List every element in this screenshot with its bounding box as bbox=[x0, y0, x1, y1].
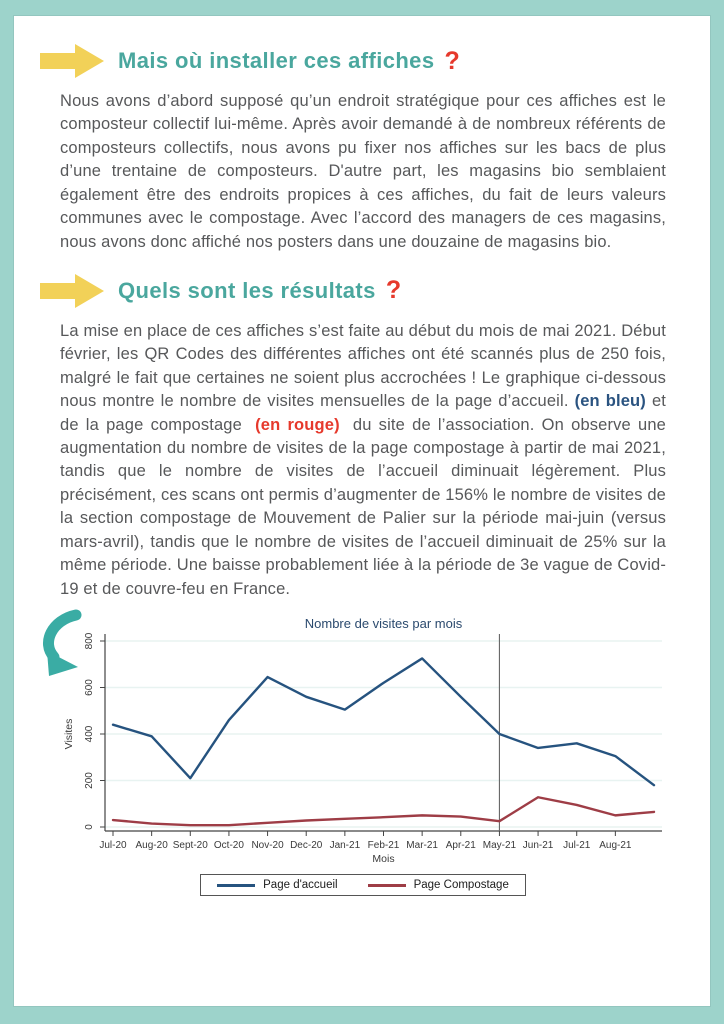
legend-swatch bbox=[217, 884, 255, 887]
x-axis-title: Mois bbox=[372, 853, 395, 866]
chart-title: Nombre de visites par mois bbox=[304, 616, 463, 632]
chart-legend bbox=[200, 874, 526, 896]
x-tick-label: Mar-21 bbox=[406, 840, 438, 852]
visits-chart-svg bbox=[60, 615, 708, 867]
section-2-heading-row bbox=[40, 272, 666, 310]
legend-item-0 bbox=[217, 879, 337, 891]
x-tick-label: Aug-20 bbox=[135, 840, 168, 852]
x-tick-label: Jul-21 bbox=[563, 840, 591, 852]
section-2-title: Quels sont les résultats bbox=[118, 277, 376, 303]
x-tick-label: May-21 bbox=[482, 840, 517, 852]
section-1-paragraph: Nous avons d’abord supposé qu’un endroit stratégique pour ces affiches est le composteur collectif lui-même. Après avoir demandé à de nombreux référents de composteurs collectifs, nous avons pu fixer nos affiches sur les bacs de plus d’une trentaine de composteurs. D'autre part, les magasins bio semblaient également être des endroits propices à ces affiches, du fait de leurs valeurs communes avec le compostage. Avec l’accord des managers de ces magasins, nous avons donc affiché nos posters dans une douzaine de magasins bio. bbox=[60, 92, 666, 251]
section-1-title: Mais où installer ces affiches bbox=[118, 48, 435, 73]
yellow-arrow-icon bbox=[40, 42, 104, 80]
x-tick-label: Dec-20 bbox=[290, 840, 323, 852]
x-tick-label: Apr-21 bbox=[445, 840, 476, 852]
x-tick-label: Nov-20 bbox=[251, 840, 284, 852]
yellow-arrow-icon bbox=[40, 272, 104, 310]
x-tick-label: Sept-20 bbox=[172, 840, 208, 852]
x-tick-label: Jul-20 bbox=[99, 840, 127, 852]
text-segment-red: (en rouge) bbox=[255, 415, 340, 434]
text-segment-normal: La mise en place de ces affiches s’est faite au début du mois de mai 2021. Début février, les QR Codes des différentes affiches ont été scannés plus de 250 fois, malgré le fait que certaines ne soient plus accrochées ! Le graphique ci-dessous nous montre le nombre de visites mensuelles de la page d’accueil. bbox=[60, 321, 666, 411]
y-tick-label: 0 bbox=[84, 824, 95, 830]
series-line-0 bbox=[113, 658, 654, 785]
x-tick-label: Jan-21 bbox=[329, 840, 361, 852]
text-segment-blue: (en bleu) bbox=[574, 392, 646, 411]
y-tick-label: 200 bbox=[84, 772, 95, 789]
x-tick-label: Jun-21 bbox=[522, 840, 554, 852]
legend-label: Page d'accueil bbox=[263, 879, 338, 892]
x-tick-label: Oct-20 bbox=[213, 840, 244, 852]
y-tick-label: 600 bbox=[84, 679, 95, 696]
question-mark-icon: ? bbox=[385, 276, 402, 305]
section-2-paragraph bbox=[60, 320, 666, 601]
chart-block bbox=[60, 615, 666, 896]
text-segment-normal: et de la page compostage bbox=[60, 392, 667, 434]
legend-item-1 bbox=[368, 879, 509, 891]
teal-curved-arrow-icon bbox=[32, 607, 86, 679]
x-tick-label: Feb-21 bbox=[367, 840, 400, 852]
y-tick-label: 400 bbox=[84, 725, 95, 743]
x-tick-label: Aug-21 bbox=[599, 840, 632, 852]
legend-swatch bbox=[368, 884, 406, 887]
text-segment-normal: du site de l’association. On observe une augmentation du nombre de visites de la page compostage à partir de mai 2021, tandis que le nombre de visites de l’accueil diminuait légèrement. Plus précisément, ces scans ont permis d’augmenter de 156% le nombre de visites de la section compostage de Mouvement de Palier sur la période mai-juin (versus mars-avril), tandis que le nombre de visites de l’accueil diminuait de 25% sur la même période. Une baisse probablement liée à la période de 3e vague de Covid-19 et de couvre-feu en France. bbox=[60, 415, 666, 598]
document-page bbox=[14, 16, 710, 1006]
y-axis-title: Visites bbox=[63, 718, 75, 750]
section-1-heading-row bbox=[40, 42, 666, 80]
series-line-1 bbox=[113, 797, 654, 825]
legend-label: Page Compostage bbox=[413, 879, 509, 892]
y-tick-label: 800 bbox=[84, 632, 95, 650]
question-mark-icon: ? bbox=[444, 46, 460, 75]
